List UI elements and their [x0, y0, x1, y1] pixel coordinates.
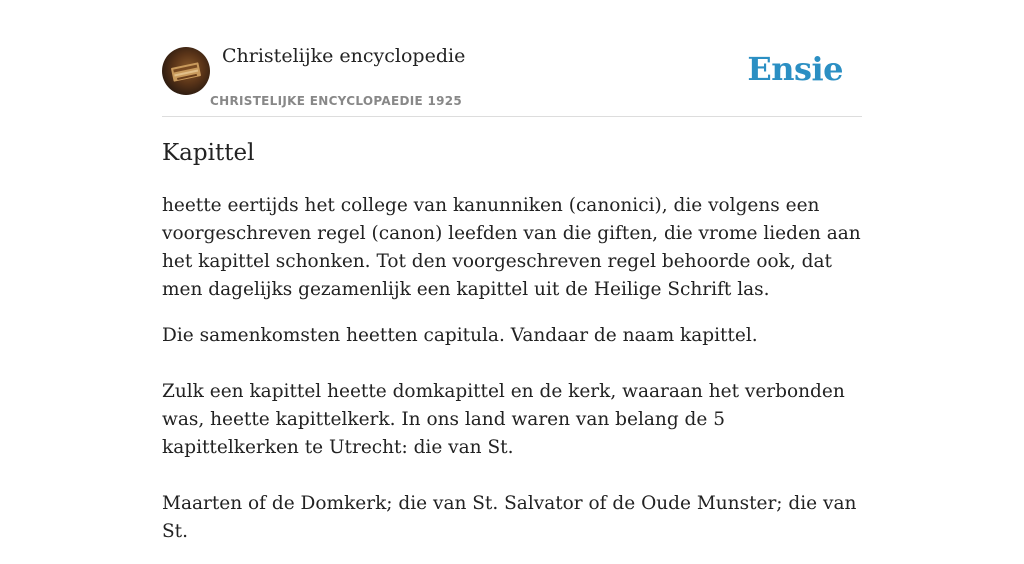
source-title[interactable]: Christelijke encyclopedie — [222, 45, 466, 67]
page-header — [162, 0, 862, 117]
article-body — [162, 192, 862, 564]
article-title: Kapittel — [162, 140, 255, 166]
page-container — [162, 0, 862, 542]
article-paragraph: heette eertijds het college van kanunniken (canonici), die volgens een voorgeschreven regel (canon) leefden van die giften, die vrome lieden aan het kapittel schonken. Tot den voorgeschreven regel behoorde ook, dat men dagelijks gezamenlijk een kapittel uit de Heilige Schrift las. — [162, 195, 861, 300]
article-paragraph: Maarten of de Domkerk; die van St. Salvator of de Oude Munster; die van St. — [162, 493, 857, 542]
book-icon — [162, 47, 210, 95]
paragraph-spacer — [162, 350, 862, 378]
paragraph-spacer — [162, 462, 862, 490]
ensie-logo[interactable]: Ensie — [747, 50, 843, 88]
article-paragraph: Zulk een kapittel heette domkapittel en de kerk, waaraan het verbonden was, heette kapittelkerk. In ons land waren van belang de 5 kapittelkerken te Utrecht: die van St. — [162, 381, 845, 458]
source-avatar[interactable] — [162, 47, 210, 95]
article-paragraph: Die samenkomsten heetten capitula. Vandaar de naam kapittel. — [162, 325, 758, 346]
source-subtitle[interactable]: CHRISTELIJKE ENCYCLOPAEDIE 1925 — [210, 94, 463, 108]
